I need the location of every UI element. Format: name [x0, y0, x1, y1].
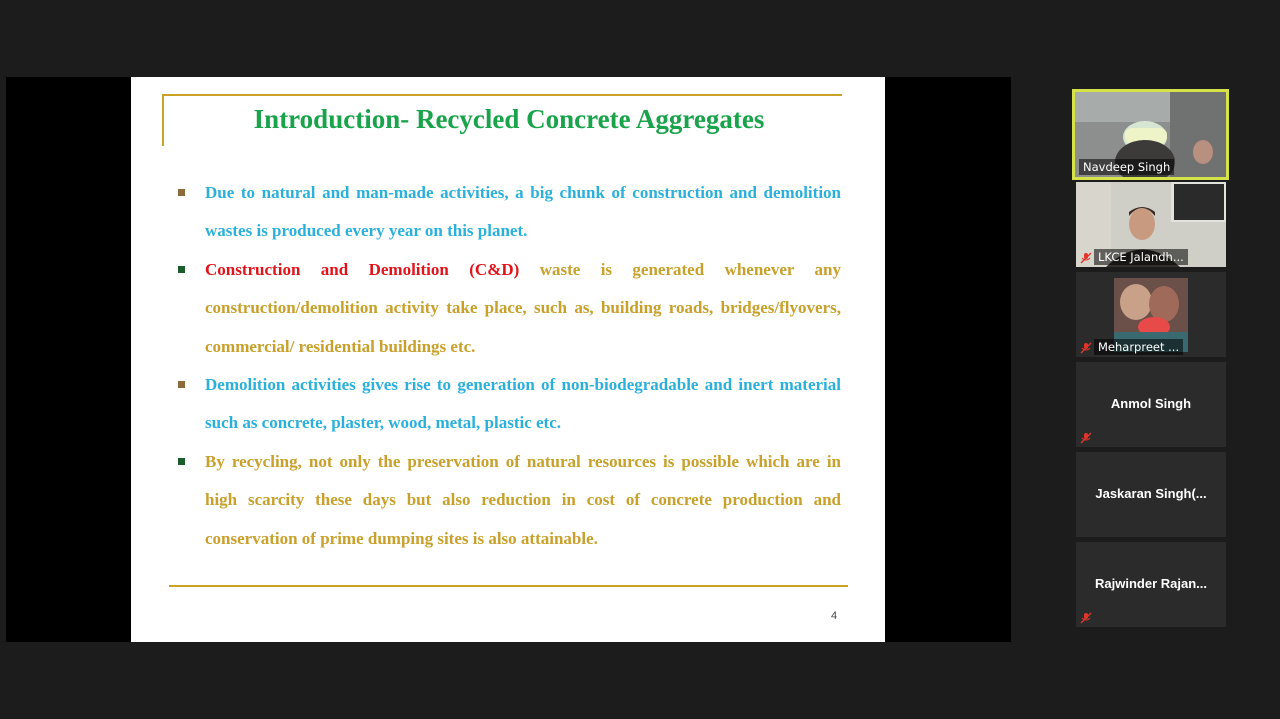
bullet-text: Demolition activities gives rise to generation of non-biodegradable and inert material such as concrete, plaster, wood, metal, plastic etc. [205, 375, 841, 433]
participant-name: Meharpreet ... [1094, 339, 1183, 355]
muted-mic-icon [1080, 432, 1092, 444]
participant-tile-jaskaran-singh[interactable] [1076, 452, 1226, 537]
slide-title: Introduction- Recycled Concrete Aggregates [253, 104, 765, 134]
muted-mic-icon [1080, 612, 1092, 624]
slide-page-number: 4 [831, 610, 838, 622]
bullet-item [175, 251, 841, 366]
participant-tile-rajwinder-rajan[interactable] [1076, 542, 1226, 627]
presentation-slide [131, 77, 885, 642]
participant-name: Rajwinder Rajan... [1095, 576, 1207, 591]
bullet-item [175, 443, 841, 558]
footer-rule [169, 585, 848, 587]
bullet-marker [178, 381, 185, 388]
bullet-marker [178, 189, 185, 196]
bullet-text-highlight: Construction and Demolition (C&D) [205, 259, 520, 279]
bullet-item [175, 174, 841, 251]
participant-name: Anmol Singh [1110, 396, 1192, 411]
participant-tile-navdeep-singh[interactable] [1072, 89, 1229, 180]
bullet-marker [178, 458, 185, 465]
shared-screen [6, 77, 1011, 642]
participant-tile-anmol-singh[interactable] [1076, 362, 1226, 447]
bullet-list [175, 174, 841, 558]
participant-tile-meharpreet[interactable] [1076, 272, 1226, 357]
bullet-marker [178, 266, 185, 273]
bullet-text: Due to natural and man-made activities, a big chunk of construction and demolition wastes is produced every year on this planet. [205, 183, 841, 241]
participant-tile-lkce-jalandhar[interactable] [1076, 182, 1226, 267]
bullet-text: waste is generated whenever any construction/demolition activity take place, such as, building roads, bridges/flyovers, commercial/ residential buildings etc. [205, 259, 841, 356]
participant-name: Jaskaran Singh(... [1095, 486, 1207, 501]
participant-name: LKCE Jalandh... [1094, 249, 1188, 265]
bullet-text: By recycling, not only the preservation of natural resources is possible which are in high scarcity these days but also reduction in cost of concrete production and conservation of prime dumping sites is also attainable. [205, 451, 841, 548]
bullet-item [175, 366, 841, 443]
participant-name: Navdeep Singh [1079, 159, 1174, 175]
muted-mic-icon [1080, 252, 1092, 264]
title-frame-top-line [162, 94, 842, 96]
muted-mic-icon [1080, 342, 1092, 354]
